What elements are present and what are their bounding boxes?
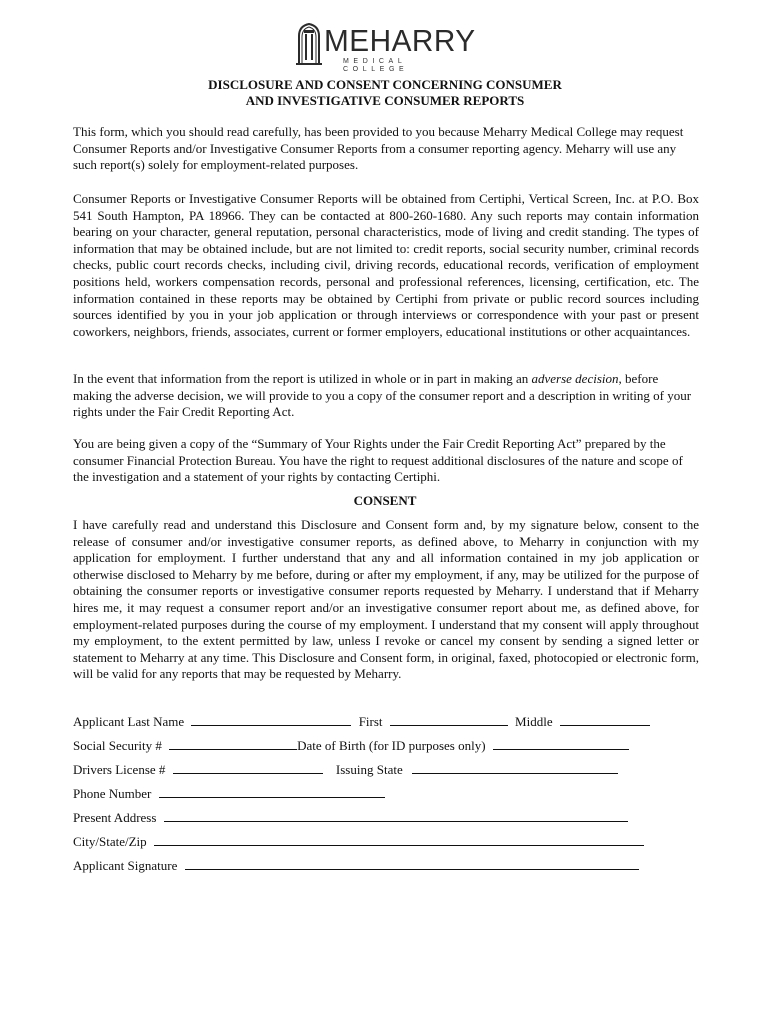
name-field-row: [73, 713, 650, 730]
issuing-state-input-line[interactable]: [412, 761, 618, 774]
applicant-signature-input-line[interactable]: [185, 857, 639, 870]
address-row: [73, 809, 628, 826]
adverse-decision-paragraph: [73, 371, 699, 421]
city-row: [73, 833, 644, 850]
document-title-line-2: AND INVESTIGATIVE CONSUMER REPORTS: [245, 93, 525, 108]
adverse-text-after: , before making the adverse decision, we will provide to you a copy of the consumer report and a description in writing of your rights under the Fair Credit Reporting Act.: [73, 371, 692, 420]
last-name-input-line[interactable]: [191, 713, 351, 726]
license-row: [73, 761, 618, 778]
present-address-label: Present Address: [73, 810, 157, 825]
first-name-input-line[interactable]: [390, 713, 508, 726]
issuing-state-label: Issuing State: [335, 762, 403, 777]
adverse-text-before: In the event that information from the report is utilized in whole or in part in making an: [73, 371, 532, 386]
drivers-license-label: Drivers License #: [73, 762, 166, 777]
present-address-input-line[interactable]: [164, 809, 628, 822]
rights-paragraph: You are being given a copy of the “Summary of Your Rights under the Fair Credit Reporting Act” prepared by the consumer Financial Protection Bureau. You have the right to request additional disclosures of the nature and scope of the investigation and a statement of your rights by contacting Certiphi.: [73, 436, 683, 485]
city-state-zip-label: City/State/Zip: [73, 834, 147, 849]
reports-paragraph: Consumer Reports or Investigative Consumer Reports will be obtained from Certiphi, Vertical Screen, Inc. at P.O. Box 541 South Hampton, PA 18966. They can be contacted at 800-260-1680. Any such reports may contain information bearing on your character, general reputation, personal characteristics, mode of living and credit standing. The types of information that may be obtained include, but are not limited to: credit reports, social security number, criminal records checks, public court records checks, including civil, driving records, educational records, verification of employment positions held, workers compensation records, personal and professional references, licensing, certification, etc. The information contained in these reports may be obtained by Certiphi from private or public record sources including sources identified by you in your job application or through interviews or correspondence with your past or present coworkers, neighbors, friends, associates, current or former employers, educational institutions or other acquaintances.: [73, 191, 699, 339]
phone-row: [73, 785, 385, 802]
dob-input-line[interactable]: [493, 737, 629, 750]
applicant-signature-label: Applicant Signature: [73, 858, 178, 873]
logo-name: MEHARRY: [324, 23, 476, 58]
meharry-logo: [296, 22, 476, 73]
ssn-input-line[interactable]: [169, 737, 297, 750]
middle-name-input-line[interactable]: [560, 713, 650, 726]
building-icon: [296, 22, 322, 66]
consent-paragraph: I have carefully read and understand this Disclosure and Consent form and, by my signature below, consent to the release of consumer and/or investigative consumer reports, as defined above, to Meharry in conjunction with my application for employment. I further understand that any and all information contained in my job application or otherwise disclosed to Meharry by me before, during or after my employment, if any, may be utilized for the purpose of obtaining the consumer reports or investigative consumer reports requested by Meharry. I understand that if Meharry hires me, it may request a consumer report and/or an investigative consumer report about me, as defined above, for employment-related purposes during the course of my employment. I understand that my consent will apply throughout my employment, to the extent permitted by law, unless I revoke or cancel my consent by sending a signed letter or statement to Meharry at any time. This Disclosure and Consent form, in original, faxed, photocopied or electronic form, will be valid for any reports that may be requested by Meharry.: [73, 517, 699, 682]
first-name-label: First: [358, 714, 383, 729]
ssn-label: Social Security #: [73, 738, 162, 753]
adverse-decision-term: adverse decision: [531, 371, 619, 386]
document-title-line-1: DISCLOSURE AND CONSENT CONCERNING CONSUMER: [208, 77, 562, 92]
city-state-zip-input-line[interactable]: [154, 833, 644, 846]
phone-number-input-line[interactable]: [159, 785, 385, 798]
signature-row: [73, 857, 639, 874]
phone-number-label: Phone Number: [73, 786, 152, 801]
consent-heading: CONSENT: [353, 493, 417, 508]
last-name-label: Applicant Last Name: [73, 714, 185, 729]
intro-paragraph: This form, which you should read carefully, has been provided to you because Meharry Medical College may request Consumer Reports and/or Investigative Consumer Reports from a consumer reporting agency. Meharry will use any such report(s) solely for employment-related purposes.: [73, 124, 684, 173]
middle-name-label: Middle: [515, 714, 553, 729]
ssn-dob-row: [73, 737, 629, 754]
logo-subtitle: MEDICAL COLLEGE: [343, 58, 409, 73]
drivers-license-input-line[interactable]: [173, 761, 323, 774]
dob-label: Date of Birth (for ID purposes only): [297, 738, 486, 753]
